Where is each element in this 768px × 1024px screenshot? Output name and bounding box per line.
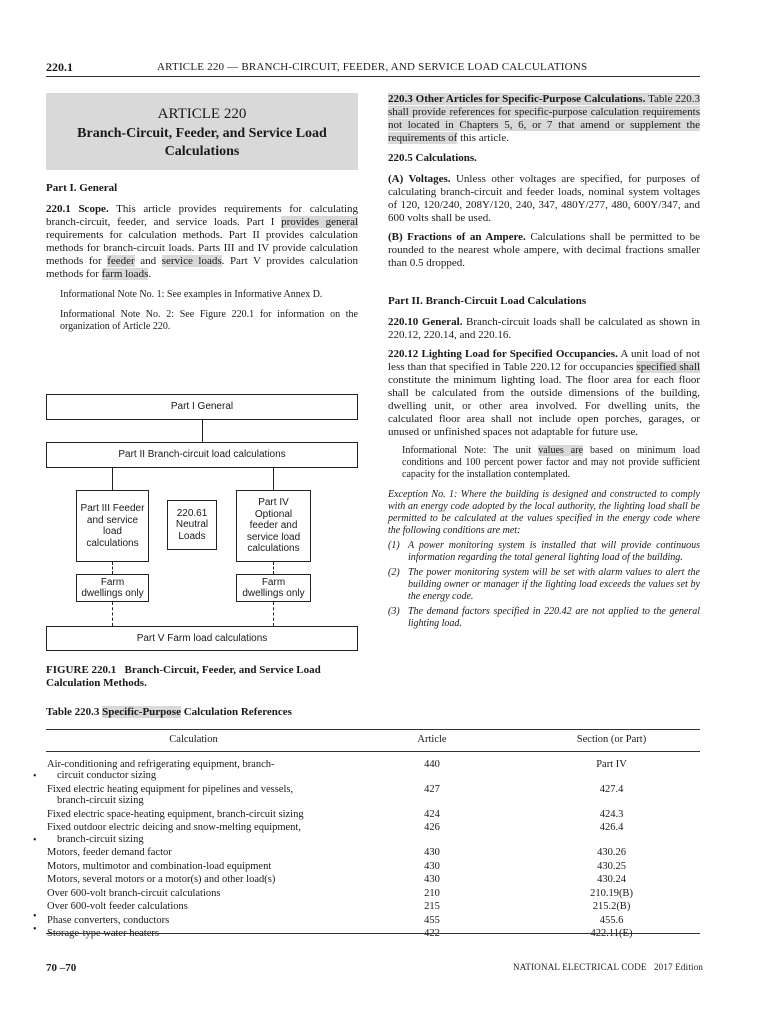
- edition: 2017 Edition: [653, 962, 704, 972]
- condition-number: (1): [388, 540, 400, 551]
- section-220-5-heading: 220.5 Calculations.: [388, 152, 477, 164]
- figure-caption: [46, 664, 358, 690]
- text-run: A unit load of not less than that specified in Table 220.12 for occupancies: [388, 348, 700, 373]
- text-run: Calculations shall be permitted to be rounded to the nearest whole ampere, with decimal fractions smaller than 0.5 dropped.: [388, 231, 700, 269]
- table-row: [46, 808, 700, 822]
- section-cell: 210.19(B): [590, 887, 633, 899]
- text-run: this article.: [460, 132, 509, 144]
- section-number: 220.3: [388, 93, 413, 105]
- calculation-text-continued: circuit conductor sizing: [57, 770, 157, 781]
- calculation-cell: [46, 783, 341, 808]
- section-220-12: [388, 348, 700, 439]
- condition-text: The power monitoring system will be set with alarm values to alert the building owner or manager if the lighting load exceeds the values set by the energy code.: [408, 567, 700, 602]
- section-cell: 455.6: [599, 914, 624, 926]
- article-cell: 215: [424, 901, 440, 912]
- right-column: [388, 93, 700, 630]
- highlight: service loads: [161, 255, 222, 267]
- table-row: [46, 914, 700, 928]
- calculation-text: Motors, feeder demand factor: [47, 847, 172, 858]
- table-bottom-rule: [46, 933, 700, 934]
- section-cell: 430.25: [597, 860, 626, 872]
- header-rule: [46, 76, 700, 77]
- highlight: specified shall: [636, 361, 701, 373]
- connector-line: [202, 420, 203, 442]
- publication-name: NATIONAL ELECTRICAL CODE: [513, 962, 647, 972]
- article-cell: 430: [424, 860, 440, 872]
- change-bullet: •: [33, 771, 37, 782]
- part2-box: Part II Branch-circuit load calculations: [46, 442, 358, 468]
- section-title: Other Articles for Specific-Purpose Calculations.: [415, 93, 646, 105]
- section-cell: 430.24: [597, 874, 626, 885]
- page-number: 70 –70: [46, 962, 77, 974]
- section-cell: Part IV: [596, 758, 627, 770]
- text-run: Table 220.3 shall provide references for specific-purpose calculation requirements not located in Chapters 5, 6, or 7 that amend or supplement the requirements of: [388, 93, 700, 144]
- calculation-cell: [46, 873, 341, 887]
- left-column: [46, 182, 358, 333]
- table-row: [46, 887, 700, 901]
- table-header-rule: [46, 751, 700, 752]
- section-cell: 426.4: [599, 822, 624, 833]
- part2-heading: Part II. Branch-Circuit Load Calculations: [388, 295, 587, 307]
- section-number: 220.1: [46, 203, 71, 215]
- calculation-text: Over 600-volt branch-circuit calculations: [47, 887, 221, 899]
- calculation-text-continued: branch-circuit sizing: [57, 833, 144, 845]
- text-run: based on minimum load conditions and 100 percent power factor and may not provide sufficient capacity for the installation contemplated.: [402, 445, 700, 480]
- footer-source: [513, 962, 703, 972]
- table-top-rule: [46, 729, 700, 730]
- condition-number: (2): [388, 567, 400, 578]
- part4-box: Part IV Optional feeder and service load calculations: [236, 490, 311, 562]
- article-cell: 455: [424, 914, 440, 926]
- neutral-loads-box: 220.61 Neutral Loads: [167, 500, 217, 550]
- subsection-label: (B) Fractions of an Ampere.: [388, 231, 526, 243]
- condition-list: [388, 540, 700, 630]
- calculation-text: Motors, multimotor and combination-load equipment: [47, 860, 272, 872]
- section-cell: 215.2(B): [592, 901, 631, 912]
- table-row: [46, 821, 700, 846]
- connector-line: [273, 468, 274, 490]
- running-header-title: ARTICLE 220 — BRANCH-CIRCUIT, FEEDER, AND SERVICE LOAD CALCULATIONS: [157, 61, 588, 73]
- text-run: This article provides requirements for calculating branch-circuit, feeder, and service loads. Part I: [46, 203, 358, 228]
- running-section-number: 220.1: [46, 60, 73, 74]
- reference-table: [46, 733, 700, 941]
- text-run: Unless other voltages are specified, for purposes of calculating branch-circuit and feeder loads, nominal system voltages of 120, 120/240, 208Y/120, 240, 347, 480Y/277, 480, 600Y/347, and 600 volts shall be used.: [388, 173, 701, 224]
- condition-text: The demand factors specified in 220.42 are not applied to the general lighting load.: [408, 606, 700, 629]
- table-row: [46, 758, 700, 783]
- section-cell: 430.26: [597, 847, 626, 858]
- calculation-cell: [46, 758, 341, 783]
- condition-text: A power monitoring system is installed that will provide continuous information regarding the total general lighting load of the building.: [408, 540, 700, 563]
- condition-item: [388, 540, 700, 564]
- calculation-cell: [46, 808, 341, 822]
- dashed-connector: [112, 562, 113, 574]
- table-header-row: [46, 733, 700, 751]
- article-cell: 210: [424, 887, 440, 899]
- section-title: Scope.: [78, 203, 109, 215]
- column-header: Calculation: [169, 734, 218, 745]
- highlight: farm loads: [101, 268, 149, 280]
- informational-note: [402, 445, 700, 481]
- farm-dwellings-box-right: Farm dwellings only: [236, 574, 311, 602]
- change-bullet: •: [33, 911, 37, 922]
- informational-note-2: Informational Note No. 2: See Figure 220.1 for information on the organization of Article 220.: [60, 309, 358, 332]
- table-row: [46, 873, 700, 887]
- highlight: values are: [538, 445, 584, 456]
- dashed-connector: [112, 602, 113, 626]
- highlight: Specific-Purpose: [102, 706, 181, 718]
- text-run: .: [148, 268, 152, 280]
- highlight: feeder: [107, 255, 135, 267]
- condition-item: [388, 606, 700, 630]
- text-run: . Part V provides calculation methods for: [46, 255, 359, 280]
- subsection-b: [388, 231, 700, 270]
- subsection-a: [388, 173, 700, 225]
- section-cell: 427.4: [599, 783, 624, 795]
- calculation-cell: [46, 900, 341, 914]
- condition-number: (3): [388, 606, 400, 617]
- text-run: constitute the minimum lighting load. The floor area for each floor shall be calculated from the outside dimensions of the building, dwelling unit, or other area involved. For dwelling units, the calculated floor area shall not include open porches, garages, or unused or unfinished spaces not adaptable for future use.: [388, 374, 700, 438]
- dashed-connector: [273, 602, 274, 626]
- table-number: Table 220.3: [46, 706, 100, 718]
- part5-box: Part V Farm load calculations: [46, 626, 358, 651]
- calculation-cell: [46, 860, 341, 874]
- calculation-text: Fixed outdoor electric deicing and snow-melting equipment,: [47, 822, 301, 833]
- calculation-cell: [46, 846, 341, 860]
- section-220-10: [388, 316, 700, 342]
- condition-item: [388, 567, 700, 603]
- calculation-text: Over 600-volt feeder calculations: [47, 901, 188, 912]
- calculation-cell: [46, 914, 341, 928]
- calculation-text: Motors, several motors or a motor(s) and other load(s): [47, 874, 276, 885]
- farm-dwellings-box-left: Farm dwellings only: [76, 574, 149, 602]
- text-run: Informational Note: The unit: [402, 445, 532, 456]
- article-cell: 430: [424, 874, 440, 885]
- subsection-label: (A) Voltages.: [388, 173, 451, 185]
- text-run: Branch-circuit loads shall be calculated as shown in 220.12, 220.14, and 220.16.: [388, 316, 700, 341]
- figure-label: FIGURE 220.1: [46, 664, 117, 676]
- informational-note-1: Informational Note No. 1: See examples in Informative Annex D.: [60, 289, 323, 300]
- section-cell: 424.3: [599, 808, 624, 820]
- change-bullet: •: [33, 835, 37, 846]
- table-title-text: Calculation References: [183, 706, 292, 718]
- column-header: Section (or Part): [576, 734, 647, 745]
- article-cell: 440: [424, 758, 440, 770]
- article-cell: 430: [424, 847, 440, 858]
- text-run: and: [140, 255, 157, 267]
- table-row: [46, 860, 700, 874]
- article-cell: 424: [424, 808, 440, 820]
- calculation-cell: [46, 821, 341, 846]
- exception-no-1: Exception No. 1: Where the building is designed and constructed to comply with an energy code adopted by the local authority, the lighting load shall be permitted to be calculated at the values specified in the energy code where the following conditions are met:: [388, 489, 700, 536]
- calculation-cell: [46, 887, 341, 901]
- table-row: [46, 900, 700, 914]
- table-row: [46, 783, 700, 808]
- section-220-1: [46, 203, 358, 281]
- part1-box: Part I General: [46, 394, 358, 420]
- calculation-text: Fixed electric heating equipment for pipelines and vessels,: [47, 783, 294, 795]
- table-title: [46, 706, 546, 719]
- calculation-text: Phase converters, conductors: [47, 914, 170, 926]
- dashed-connector: [273, 562, 274, 574]
- figure-caption-text: Branch-Circuit, Feeder, and Service Load Calculation Methods.: [46, 664, 321, 689]
- change-bullet: •: [33, 924, 37, 935]
- section-label: 220.10 General.: [388, 316, 463, 328]
- article-cell: 426: [424, 822, 440, 833]
- text-run: requirements for calculation methods. Part II provides calculation methods for branch-circuit loads. Parts III and IV provide calculation methods for: [46, 229, 358, 267]
- table-row: [46, 846, 700, 860]
- column-header: Article: [417, 734, 447, 745]
- section-220-3: [388, 93, 700, 145]
- calculation-text: Air-conditioning and refrigerating equipment, branch-: [47, 758, 275, 770]
- highlight: provides general: [281, 216, 359, 228]
- section-label: 220.12 Lighting Load for Specified Occupancies.: [388, 348, 618, 360]
- connector-line: [112, 468, 113, 490]
- calculation-text-continued: branch-circuit sizing: [57, 795, 144, 806]
- article-title-box: [46, 93, 358, 170]
- calculation-text: Fixed electric space-heating equipment, branch-circuit sizing: [47, 808, 304, 820]
- part1-heading: Part I. General: [46, 182, 118, 194]
- part3-box: Part III Feeder and service load calculations: [76, 490, 149, 562]
- article-cell: 427: [424, 783, 440, 795]
- article-title: Branch-Circuit, Feeder, and Service Load Calculations: [77, 126, 327, 159]
- article-number: ARTICLE 220: [157, 106, 247, 122]
